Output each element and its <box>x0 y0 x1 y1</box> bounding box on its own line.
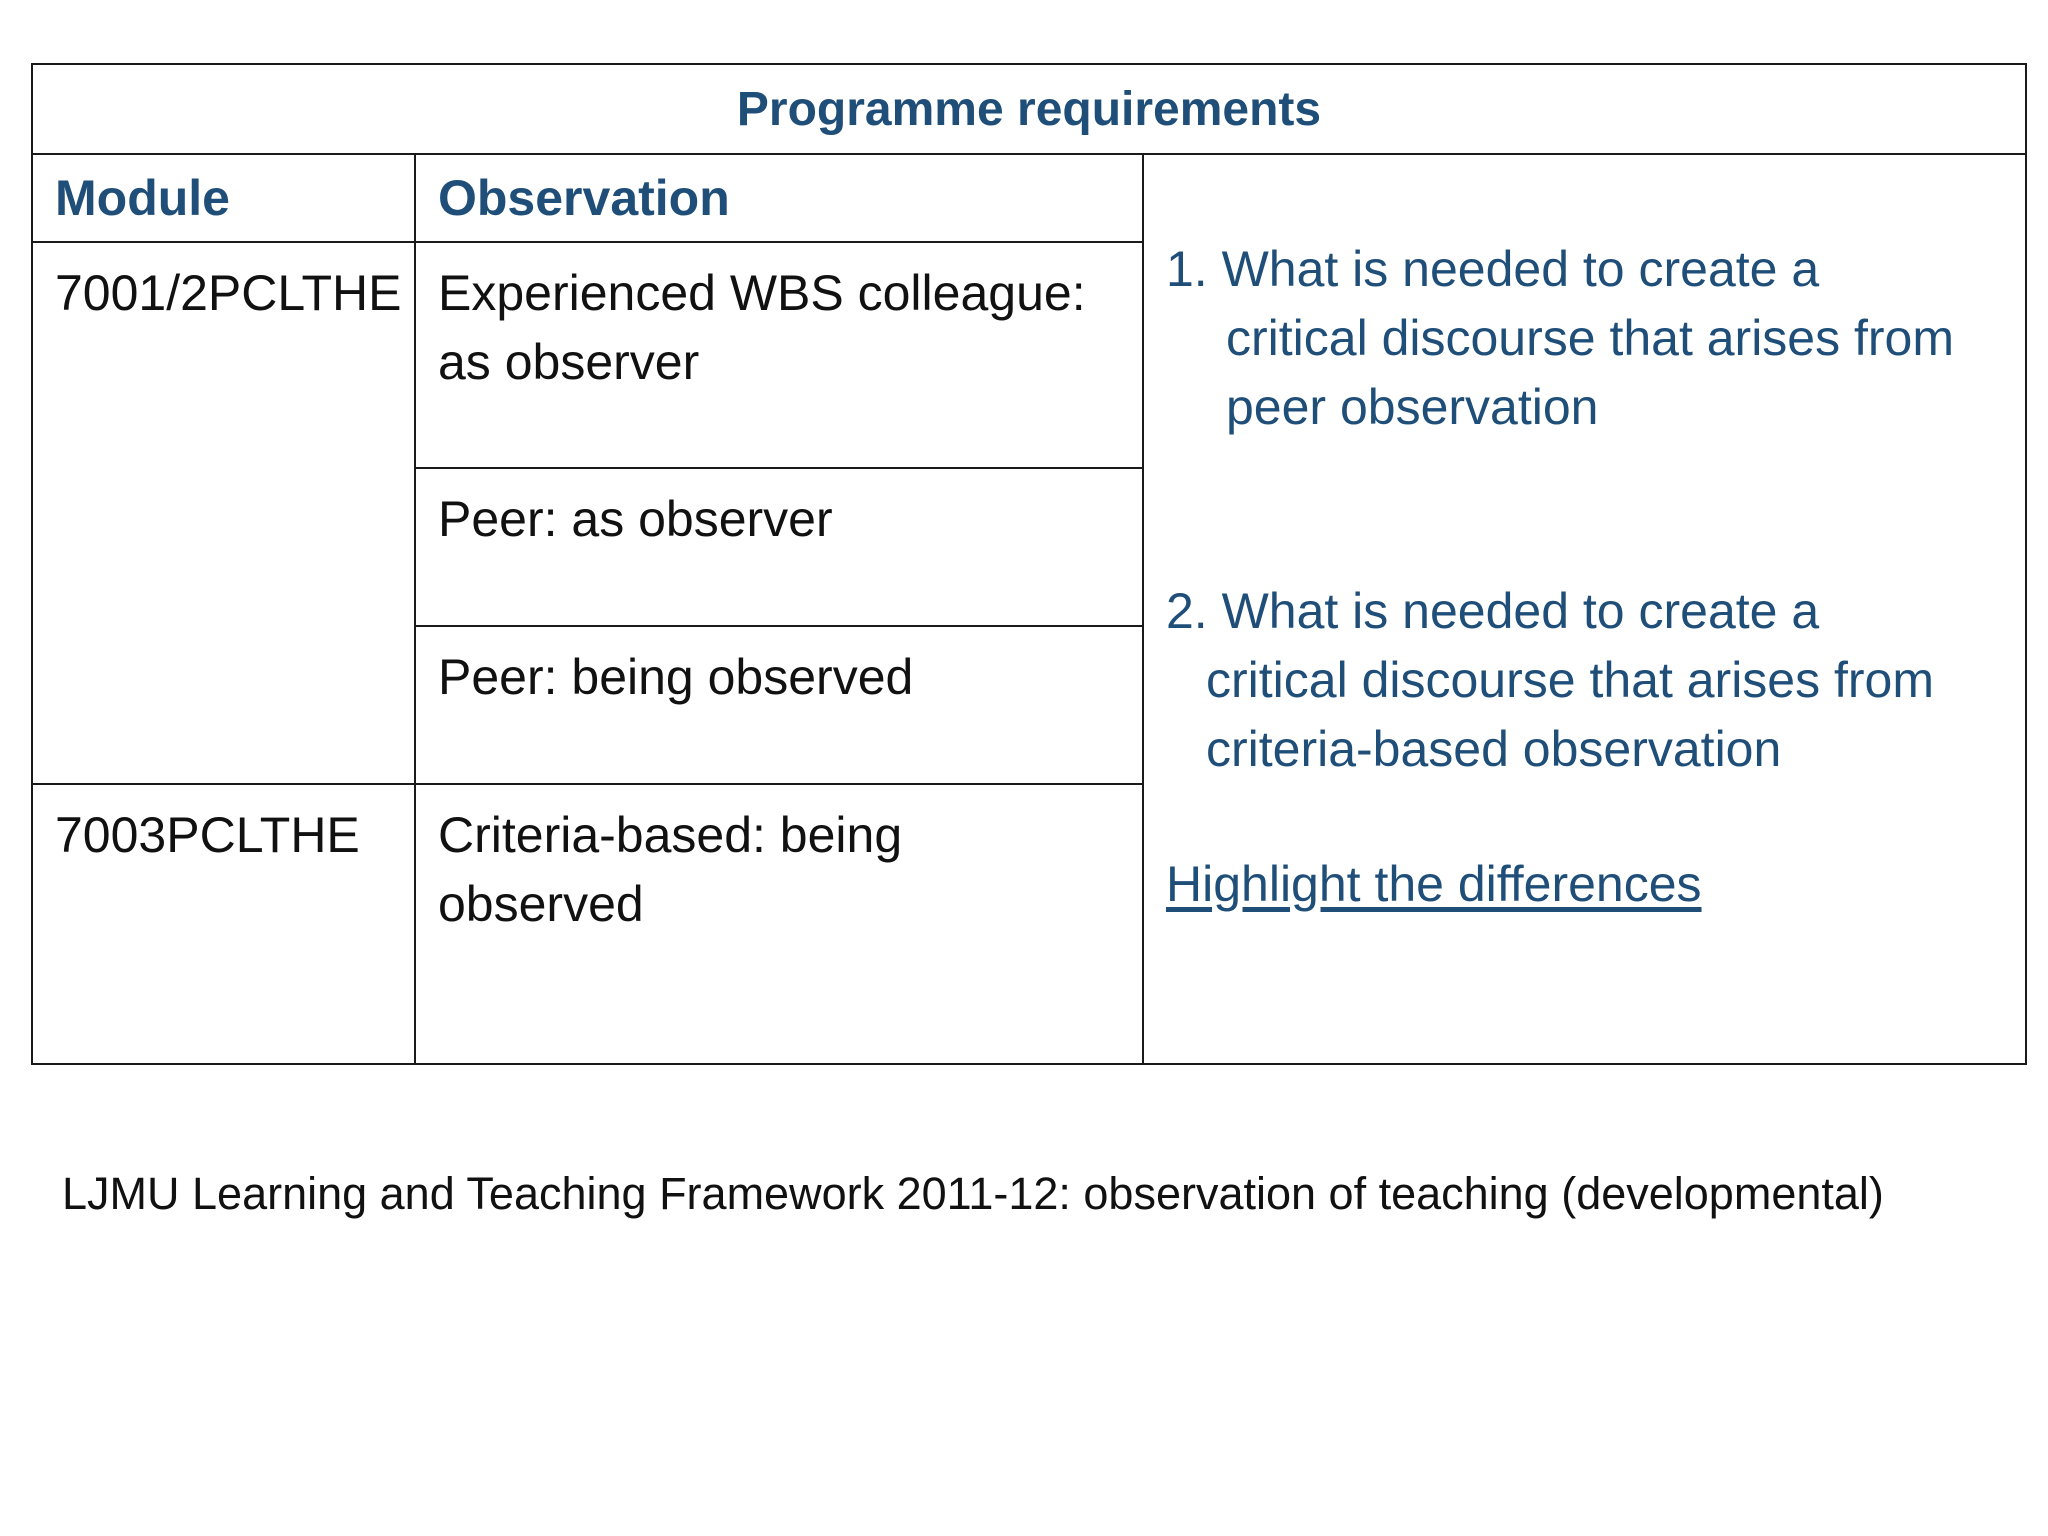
framework-caption: LJMU Learning and Teaching Framework 2011-12: observation of teaching (developmental) <box>62 1168 1884 1219</box>
question-2-line-2: critical discourse that arises from <box>1206 652 1935 708</box>
question-1-line-3: peer observation <box>1226 379 1599 435</box>
module-header: Module <box>32 154 415 242</box>
module-cell-7001: 7001/2PCLTHE <box>32 242 415 784</box>
observation-header: Observation <box>415 154 1143 242</box>
question-2 <box>1166 577 2001 784</box>
observation-cell-peer-observer: Peer: as observer <box>415 468 1143 626</box>
question-1-line-2: critical discourse that arises from <box>1226 310 1955 366</box>
questions-cell <box>1143 154 2026 1064</box>
programme-requirements-table <box>31 63 2027 1065</box>
observation-criteria-line-2: observed <box>438 876 644 932</box>
observation-cell-criteria <box>415 784 1143 1064</box>
observation-cell-experienced <box>415 242 1143 468</box>
observation-cell-peer-observed: Peer: being observed <box>415 626 1143 784</box>
question-1 <box>1166 235 2001 442</box>
observation-experienced-line-1: Experienced WBS colleague: <box>438 265 1086 321</box>
table-title: Programme requirements <box>32 64 2026 154</box>
question-1-line-1: 1. What is needed to create a <box>1166 241 1820 297</box>
module-cell-7003: 7003PCLTHE <box>32 784 415 1064</box>
questions-list <box>1166 235 2001 919</box>
question-2-line-1: 2. What is needed to create a <box>1166 583 1820 639</box>
highlight-differences-link[interactable]: Highlight the differences <box>1166 856 1702 912</box>
observation-criteria-line-1: Criteria-based: being <box>438 807 903 863</box>
question-2-line-3: criteria-based observation <box>1206 721 1782 777</box>
observation-experienced-line-2: as observer <box>438 334 700 390</box>
